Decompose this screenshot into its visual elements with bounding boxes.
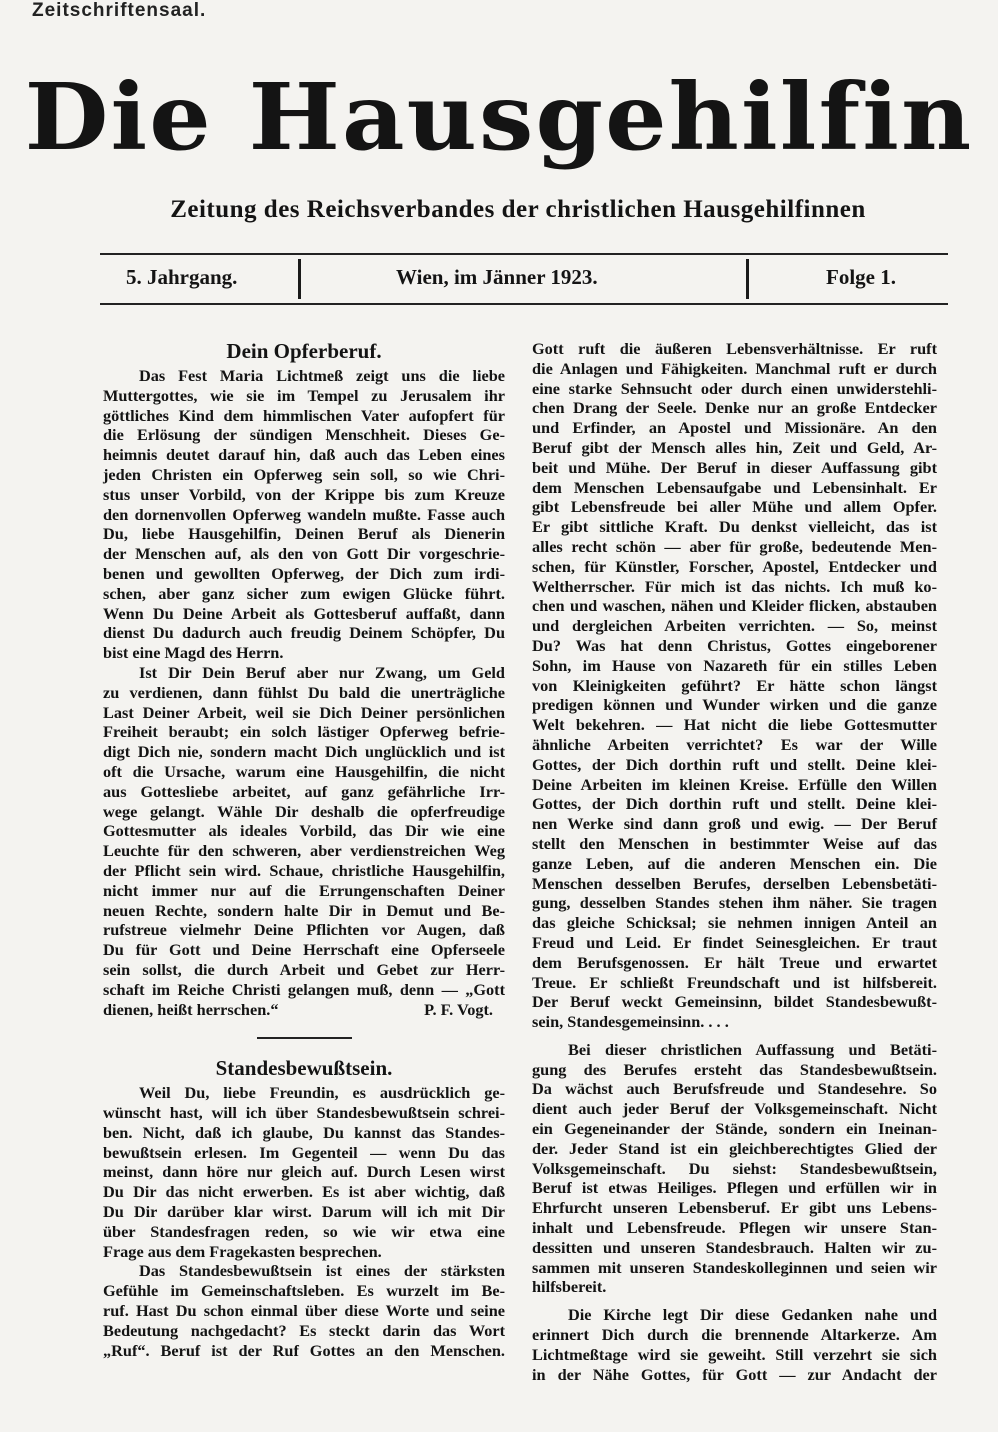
text-line: oft die Ursache, warum eine Hausgehilfin, die nicht [103,761,505,781]
article-body-continued [532,339,937,1384]
article-body [103,1083,505,1360]
text-line: nicht immer nur auf die Errungenschaften Deiner [103,880,505,900]
text-line: bist eine Magd des Herrn. [103,643,284,663]
text-line: Volksgemeinschaft. Du siehst: Standesbewußtsein, [532,1158,937,1178]
text-line: über Standesfragen reden, so wie wir etwa eine [103,1221,505,1241]
text-line: Du Dir darüber klar wirst. Darum will ich mit Dir [103,1202,505,1222]
newspaper-title: Die Hausgehilfin [24,63,974,171]
text-line: Beruf gibt der Mensch alles hin, Zeit und Geld, Ar- [532,437,937,457]
text-line: Deine Arbeiten im kleinen Kreise. Erfülle den Willen [532,774,937,794]
text-line: Lichtmeßtage wird sie geweiht. Still verzehrt sie sich [532,1344,937,1364]
text-line: Welt bekehren. — Hat nicht die liebe Gottesmutter [532,715,937,735]
text-line: Weltherrscher. Für mich ist das nichts. Ich muß ko- [532,576,937,596]
divider [298,259,301,299]
text-line: hilfsbereit. [532,1277,607,1297]
text-line: Gottes, der Dich dorthin ruft und stellt. Deine klei- [532,794,937,814]
text-line: Ist Dir Dein Beruf aber nur Zwang, um Geld [139,662,505,682]
text-line: digt Dich nie, sondern macht Dich unglücklich und ist [103,742,505,762]
text-line: das gleiche Schicksal; sie nehmen innigen Anteil an [532,913,937,933]
text-line: Beruf ist etwas Heiliges. Pflegen und erfüllen wir in [532,1178,937,1198]
text-line: Du, liebe Hausgehilfin, Deinen Beruf als Dienerin [103,524,505,544]
text-line: schen, für Künstler, Forscher, Apostel, Entdecker und [532,556,937,576]
text-line: Gefühle im Gemeinschaftsleben. Es wurzelt im Be- [103,1281,505,1301]
text-line: meinst, dann höre nur gleich auf. Durch Lesen wirst [103,1162,505,1182]
text-line: beit und Mühe. Der Beruf in dieser Auffassung gibt [532,457,937,477]
text-line: Muttergottes, wie sie im Tempel zu Jerusalem ihr [103,385,505,405]
text-line: dienst Du dadurch auch freudig Deinem Schöpfer, Du [103,623,505,643]
text-line: ganze Leben, auf die anderen Menschen ein. Die [532,853,937,873]
divider [746,259,749,299]
text-line: Freiheit beraubt; ein solch lästiger Opferweg befrie- [103,722,505,742]
author: P. F. Vogt. [424,999,493,1019]
text-line: ben. Nicht, daß ich glaube, Du kannst das Standes- [103,1122,505,1142]
text-line: sein sollst, die durch Arbeit und Gebet zur Herr- [103,959,505,979]
text-line: gibt Lebensfreude bei aller Mühe und allem Opfer. [532,497,937,517]
article-heading: Standesbewußtsein. [215,1056,393,1081]
text-line: ruf. Hast Du schon einmal über diese Worte und seine [103,1301,505,1321]
text-line: ähnliche Arbeiten verrichtet? Es war der Wille [532,734,937,754]
text-line: sammen mit unseren Standeskolleginnen und seien wir [532,1257,937,1277]
text-line: Leuchte für den schweren, aber verdienstreichen Weg [103,841,505,861]
text-line: chen und waschen, nähen und Kleider flicken, abstauben [532,596,937,616]
text-line: dessitten und unseren Standesbrauch. Halten wir zu- [532,1237,937,1257]
text-line: Er gibt sittliche Kraft. Du denkst vielleicht, das ist [532,517,937,537]
text-line: schaft im Reiche Christi gelangen muß, denn — „Gott [103,979,505,999]
text-line: wege gelangt. Wähle Dir deshalb die opferfreudige [103,801,505,821]
text-line: Ehrfurcht unseren Lebensberuf. Er gibt uns Lebens- [532,1198,937,1218]
text-line: rufstreue vielmehr Deine Pflichten vor Augen, daß [103,920,505,940]
text-line: der. Jeder Stand ist ein gleichberechtigtes Glied der [532,1138,937,1158]
article-heading: Dein Opferberuf. [226,339,382,363]
text-line: heimnis deutet darauf hin, daß auch das Leben eines [103,445,505,465]
text-line: stellt den Menschen in bestimmter Weise auf das [532,833,937,853]
text-line: chen Drang der Seele. Denke nur an große Entdecker [532,398,937,418]
text-line: dem Berufsgenossen. Er hält Treue und erwartet [532,952,937,972]
text-line: wünscht hast, will ich über Standesbewußtsein schrei- [103,1103,505,1123]
text-line: in der Nähe Gottes, für Gott — zur Andacht der [532,1364,937,1384]
text-line: die Anlagen und Fähigkeiten. Manchmal ruft er durch [532,358,937,378]
paragraph-gap [532,1032,937,1040]
closing-text: dienen, heißt herrschen.“ [103,999,279,1019]
text-line: Da wächst auch Berufsfreude und Standesehre. So [532,1079,937,1099]
text-line: inhalt und Lebensfreude. Pflegen wir unsere Stan- [532,1218,937,1238]
library-stamp: Zeitschriftensaal. [32,0,207,21]
text-line: Wenn Du Deine Arbeit als Gottesberuf auffaßt, dann [103,603,505,623]
text-line: jeden Christen ein Opferweg sein soll, so wie Chri- [103,464,505,484]
separator-rule [257,1037,352,1039]
text-line: Bei dieser christlichen Auffassung und Betäti- [568,1039,937,1059]
text-line: Treue. Er schließt Freundschaft und ist hilfsbereit. [532,972,937,992]
text-line: schen, aber ganz sicher zum ewigen Glücke führt. [103,583,505,603]
text-line: göttliches Kind dem himmlischen Vater aufopfert für [103,405,505,425]
text-line: die Erlösung der sündigen Menschheit. Dieses Ge- [103,425,505,445]
text-line: zu verdienen, dann fühlst Du bald die unerträgliche [103,682,505,702]
text-line: erinnert Dich durch die brennende Altarkerze. Am [532,1325,937,1345]
text-line: Du Dir das nicht erwerben. Es ist aber wichtig, daß [103,1182,505,1202]
text-line: bewußtsein erlesen. Im Gegenteil — wenn Du das [103,1142,505,1162]
text-line: Last Deiner Arbeit, weil sie Dich Deiner persönlichen [103,702,505,722]
text-line: aus Gottesliebe arbeitet, auf ganz gefährliche Irr- [103,781,505,801]
text-line: Bedeutung nachgedacht? Es steckt darin das Wort [103,1320,505,1340]
text-line: eine starke Sehnsucht oder durch einen unwiderstehli- [532,378,937,398]
text-line: Das Fest Maria Lichtmeß zeigt uns die liebe [139,366,505,385]
text-line: Das Standesbewußtsein ist eines der stärksten [139,1261,505,1281]
text-line: benen und gewollten Opferweg, der Dich zum irdi- [103,563,505,583]
text-line: Der Beruf weckt Gemeinsinn, bildet Standesbewußt- [532,992,937,1012]
paragraph-gap [532,1297,937,1305]
text-line: Frage aus dem Fragekasten besprechen. [103,1241,382,1261]
text-line: gung, desselben Standes stehen ihm näher. Sie tragen [532,893,937,913]
text-line: stus unser Vorbild, von der Krippe bis zum Kreuze [103,484,505,504]
text-line: Weil Du, liebe Freundin, es ausdrücklich ge- [139,1083,505,1103]
issue-number: Folge 1. [826,265,896,289]
article-body [103,366,505,1000]
text-line: „Ruf“. Beruf ist der Ruf Gottes an den Menschen. [103,1340,505,1360]
place-date: Wien, im Jänner 1923. [396,265,598,289]
text-line: predigen können und Wunder wirken und die ganze [532,695,937,715]
text-line: der Pflicht sein wird. Schaue, christliche Hausgehilfin, [103,860,505,880]
text-line: Du? Was hat denn Christus, Gottes eingeborener [532,635,937,655]
text-line: dient auch jeder Beruf der Volksgemeinschaft. Nicht [532,1099,937,1119]
text-line: von Kleinigkeiten geführt? Er hätte schon längst [532,675,937,695]
text-line: Gottesmutter als ideales Vorbild, das Dir wie eine [103,821,505,841]
volume: 5. Jahrgang. [126,265,238,289]
text-line: Freud und Leid. Er findet Seinesgleichen. Er traut [532,932,937,952]
text-line: Die Kirche legt Dir diese Gedanken nahe und [568,1305,937,1325]
text-line: sein, Standesgemeinsinn. . . . [532,1012,729,1032]
text-line: dem Menschen Lebensaufgabe und Lebensinhalt. Er [532,477,937,497]
text-line: und Erfinder, an Apostel und Missionäre. An den [532,418,937,438]
right-column [532,339,937,1384]
text-line: ein Gegeneinander der Stände, sondern ein Ineinan- [532,1119,937,1139]
text-line: alles recht schön — aber für große, bedeutende Men- [532,536,937,556]
text-line: Gott ruft die äußeren Lebensverhältnisse. Er ruft [532,339,937,358]
text-line: gung des Berufes ersteht das Standesbewußtsein. [532,1059,937,1079]
text-line: Menschen desselben Berufes, derselben Lebensbetäti- [532,873,937,893]
newspaper-subtitle: Zeitung des Reichsverbandes der christlichen Hausgehilfinnen [170,196,866,223]
text-line: Sohn, im Hause von Nazareth für ein stilles Leben [532,655,937,675]
text-line: neuen Rechte, sondern halte Dir in Demut und Be- [103,900,505,920]
text-line: nen Werke sind dann groß und ewig. — Der Beruf [532,814,937,834]
text-line: der Menschen auf, als den von Gott Dir vorgeschrie- [103,544,505,564]
signature-line [103,1000,505,1020]
text-line: Gottes, der Dich dorthin ruft und stellt. Deine klei- [532,754,937,774]
text-line: den dornenvollen Opferweg wandeln mußte. Fasse auch [103,504,505,524]
left-column [103,336,505,1360]
text-line: Du für Gott und Deine Herrschaft eine Opferseele [103,940,505,960]
text-line: und dergleichen Arbeiten verrichten. — So, meinst [532,616,937,636]
issue-info-bar [100,253,948,305]
